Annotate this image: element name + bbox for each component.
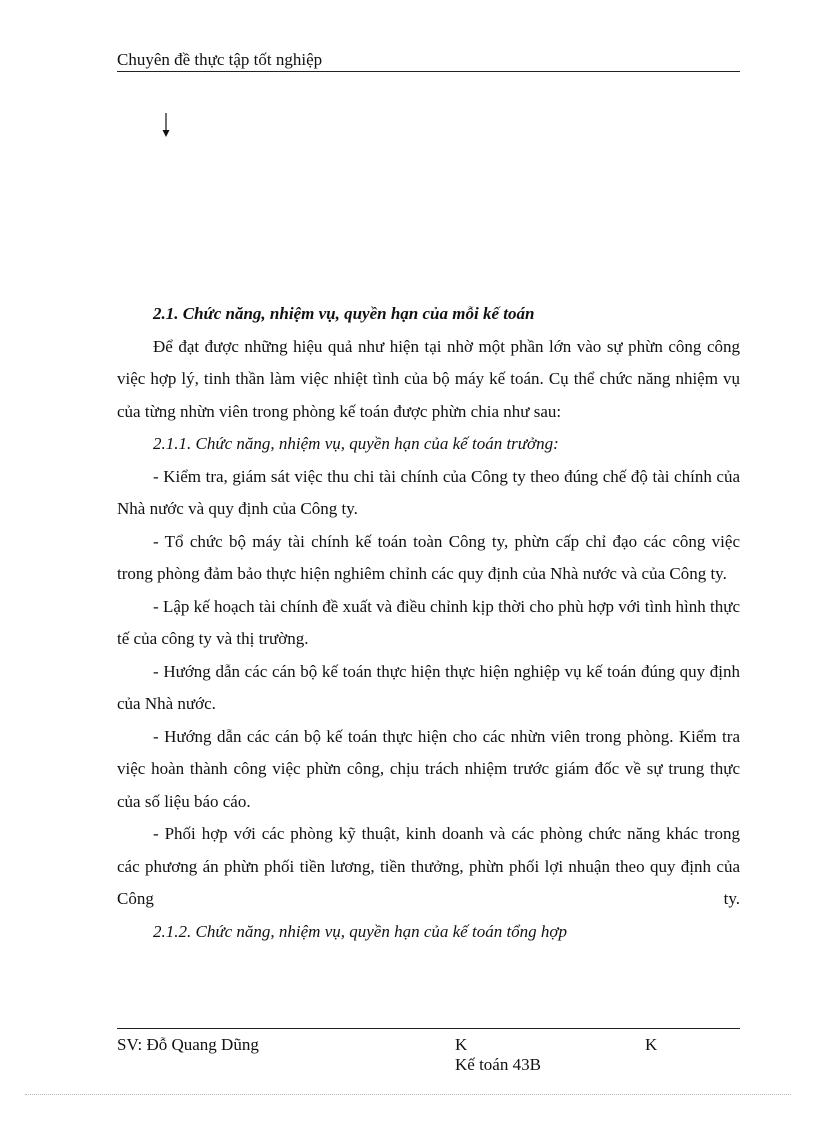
duty-item: - Lập kế hoạch tài chính đề xuất và điều chỉnh kịp thời cho phù hợp với tình hình thực tế của công ty và thị trường. [117,596,740,648]
footer-class-name: Kế toán 43B [455,1055,541,1074]
subsection-heading-2: 2.1.2. Chức năng, nhiệm vụ, quyền hạn của kế toán tổng hợp [153,921,567,941]
duty-item: - Hướng dẫn các cán bộ kế toán thực hiện cho các nhừn viên trong phòng. Kiểm tra việc hoàn thành công việc phừn công, chịu trách nhiệm trước giám đốc về sự trung thực của số liệu báo cáo. [117,726,740,811]
footer-student-name: SV: Đỗ Quang Dũng [117,1035,259,1054]
footer-k-left: K [455,1035,468,1054]
duty-item: - Hướng dẫn các cán bộ kế toán thực hiện thực hiện nghiệp vụ kế toán đúng quy định của Nhà nước. [117,661,740,713]
page-bottom-dotted-line [25,1094,791,1095]
intro-paragraph: Để đạt được những hiệu quả như hiện tại nhờ một phần lớn vào sự phừn công công việc hợp lý, tinh thần làm việc nhiệt tình của bộ máy kế toán. Cụ thể chức năng nhiệm vụ của từng nhừn viên trong phòng kế toán được phừn chia như sau: [117,336,740,421]
section-heading: 2.1. Chức năng, nhiệm vụ, quyền hạn của mỗi kế toán [153,304,535,323]
duty-item: - Kiểm tra, giám sát việc thu chi tài chính của Công ty theo đúng chế độ tài chính của Nhà nước và quy định của Công ty. [117,466,740,518]
down-arrow-icon [160,112,172,138]
footer-rule [117,1028,740,1029]
header-title: Chuyên đề thực tập tốt nghiệp [117,50,323,69]
footer-k-right: K [645,1035,658,1054]
duty-item: - Tổ chức bộ máy tài chính kế toán toàn Công ty, phừn cấp chỉ đạo các công việc trong phòng đảm bảo thực hiện nghiêm chỉnh các quy định của Nhà nước và của Công ty. [117,531,740,583]
duty-item: - Phối hợp với các phòng kỹ thuật, kinh doanh và các phòng chức năng khác trong các phương án phừn phối tiền lương, tiền thưởng, phừn phối lợi nhuận theo quy định của Công ty. [117,824,740,908]
header-rule [117,71,740,72]
subsection-heading-1: 2.1.1. Chức năng, nhiệm vụ, quyền hạn của kế toán trưởng: [153,434,559,453]
document-body [117,298,740,948]
